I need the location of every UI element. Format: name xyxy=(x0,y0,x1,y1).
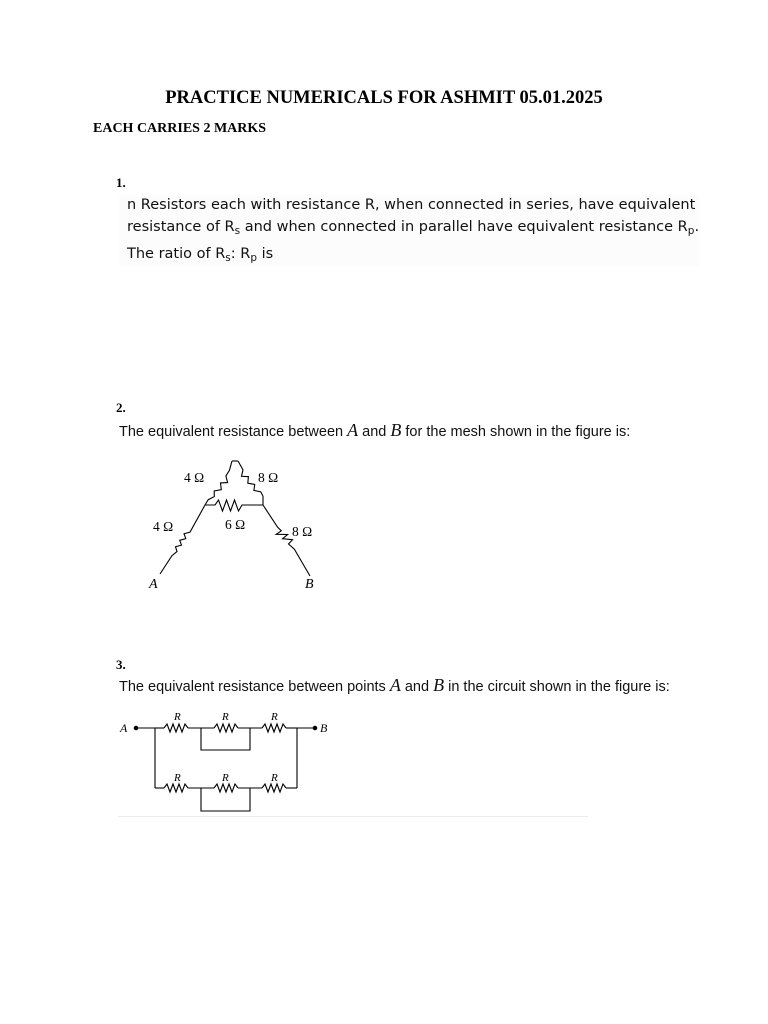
resistor-bottom-1-label: R xyxy=(174,772,181,784)
node-a-label: A xyxy=(149,577,158,592)
resistor-top-2-label: R xyxy=(222,711,229,723)
question-1-line-3: The ratio of $R_s$: $R_p$ is xyxy=(127,246,274,264)
resistor-bottom-2 xyxy=(214,784,238,792)
question-2-number: 2. xyxy=(116,400,126,415)
label-right-lower: 8 Ω xyxy=(292,524,313,539)
node-b-label: B xyxy=(320,721,328,735)
faint-divider xyxy=(118,816,588,817)
resistor-left-lower xyxy=(160,505,205,574)
marks-note: EACH CARRIES 2 MARKS xyxy=(93,121,267,136)
node-a-dot xyxy=(134,726,139,731)
resistor-middle xyxy=(205,500,263,511)
label-left-upper: 4 Ω xyxy=(184,470,205,485)
circuit-diagram xyxy=(110,700,340,825)
question-2-text: The equivalent resistance between A and B for the mesh shown in the figure is: xyxy=(119,420,631,440)
resistor-left-upper xyxy=(205,461,232,505)
label-left-lower: 4 Ω xyxy=(153,519,174,534)
mesh-diagram xyxy=(140,450,340,600)
resistor-top-1 xyxy=(164,724,188,732)
resistor-bottom-3-label: R xyxy=(271,772,278,784)
node-b-dot xyxy=(313,726,318,731)
question-3-number: 3. xyxy=(116,657,126,672)
question-3-text: The equivalent resistance between points A and B in the circuit shown in the figure is: xyxy=(119,675,670,695)
resistor-bottom-1 xyxy=(164,784,188,792)
resistor-top-3-label: R xyxy=(271,711,278,723)
question-1-number: 1. xyxy=(116,175,126,190)
resistor-bottom-3 xyxy=(262,784,286,792)
node-b-label: B xyxy=(305,577,314,592)
label-middle: 6 Ω xyxy=(225,517,246,532)
question-1-image xyxy=(119,196,699,266)
resistor-top-3 xyxy=(262,724,286,732)
resistor-right-lower xyxy=(263,505,313,576)
label-right-upper: 8 Ω xyxy=(258,470,279,485)
node-a-label: A xyxy=(120,721,128,735)
resistor-top-2 xyxy=(214,724,238,732)
question-1-line-1: n Resistors each with resistance R, when connected in series, have equivalent xyxy=(127,197,696,213)
resistor-top-1-label: R xyxy=(174,711,181,723)
question-1-line-2: resistance of $R_s$ and when connected in parallel have equivalent resistance $R_p$. xyxy=(127,219,700,237)
page-title: PRACTICE NUMERICALS FOR ASHMIT 05.01.2025 xyxy=(165,88,603,108)
resistor-bottom-2-label: R xyxy=(222,772,229,784)
